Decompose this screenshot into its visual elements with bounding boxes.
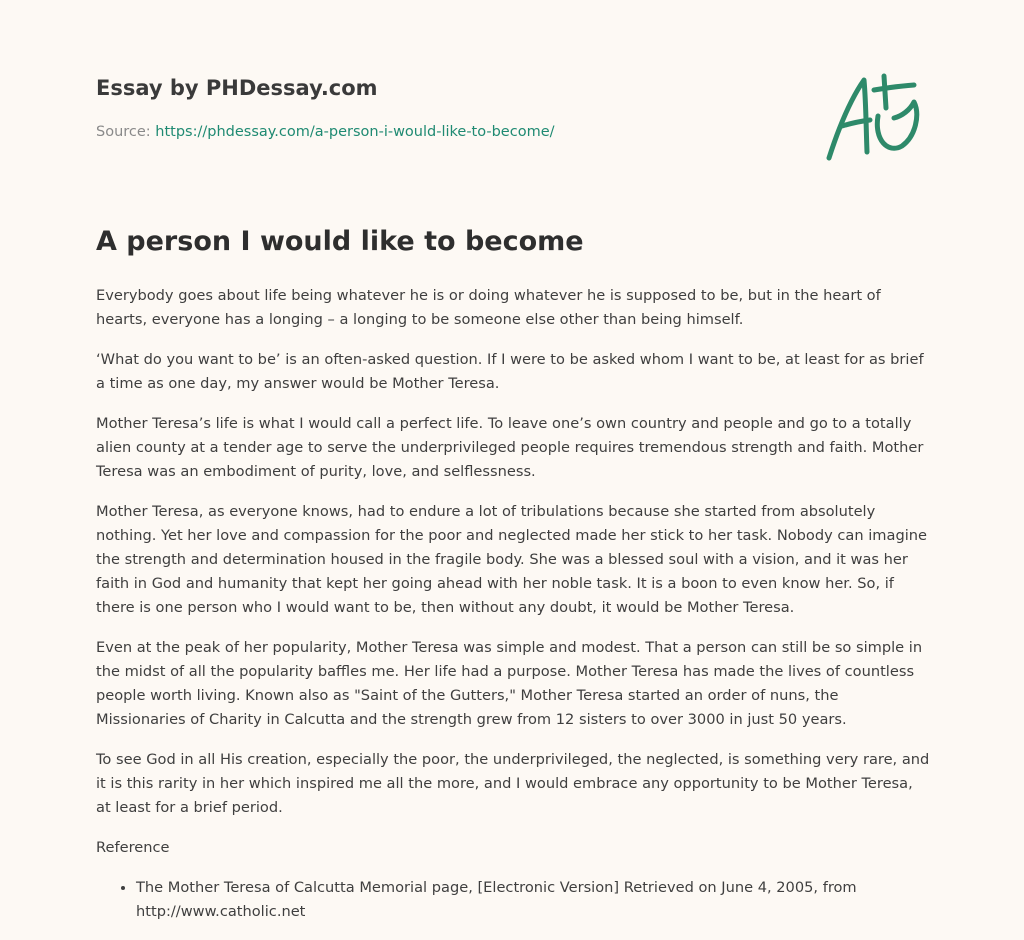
- essay-paragraph: To see God in all His creation, especially the poor, the underprivileged, the neglected, is something very rare, and it is this rarity in her which inspired me all the more, and I would embrace any opportunity to be Mother Teresa, at least for a brief period.: [96, 751, 930, 816]
- source-label: Source:: [96, 124, 156, 140]
- essay-paragraph: Even at the peak of her popularity, Mother Teresa was simple and modest. That a person can still be so simple in the midst of all the popularity baffles me. Her life had a purpose. Mother Teresa has made the lives of countless people worth living. Known also as "Saint of the Gutters," Mother Teresa started an order of nuns, the Missionaries of Charity in Calcutta and the strength grew from 12 sisters to over 3000 in just 50 years.: [96, 639, 923, 728]
- essay-paragraph: Mother Teresa’s life is what I would call a perfect life. To leave one’s own country and people and go to a totally alien county at a tender age to serve the underprivileged people requires tremendous strength and faith. Mother Teresa was an embodiment of purity, love, and selflessness.: [96, 415, 924, 480]
- essay-body: [96, 284, 932, 924]
- essay-paragraph: ‘What do you want to be’ is an often-asked question. If I were to be asked whom I want to be, at least for as brief a time as one day, my answer would be Mother Teresa.: [96, 351, 924, 392]
- essay-paragraph: Everybody goes about life being whatever he is or doing whatever he is supposed to be, but in the heart of hearts, everyone has a longing – a longing to be someone else other than being himself.: [96, 287, 881, 328]
- site-title: Essay by PHDessay.com: [96, 76, 378, 100]
- essay-paragraph: Mother Teresa, as everyone knows, had to endure a lot of tribulations because she started from absolutely nothing. Yet her love and compassion for the poor and neglected made her stick to her task. Nobody can imagine the strength and determination housed in the fragile body. She was a blessed soul with a vision, and it was her faith in God and humanity that kept her going ahead with her noble task. It is a boon to even know her. So, if there is one person who I would want to be, then without any doubt, it would be Mother Teresa.: [96, 503, 928, 616]
- source-link[interactable]: https://phdessay.com/a-person-i-would-like-to-become/: [155, 124, 555, 140]
- essay-title: A person I would like to become: [96, 226, 584, 257]
- reference-list: [96, 876, 932, 924]
- a-plus-logo-icon: [822, 68, 928, 164]
- reference-item: • The Mother Teresa of Calcutta Memorial page, [Electronic Version] Retrieved on June 4, 2005, from http://www.catholic.net: [136, 876, 932, 924]
- source-line: [96, 124, 555, 140]
- reference-heading: Reference: [96, 839, 170, 856]
